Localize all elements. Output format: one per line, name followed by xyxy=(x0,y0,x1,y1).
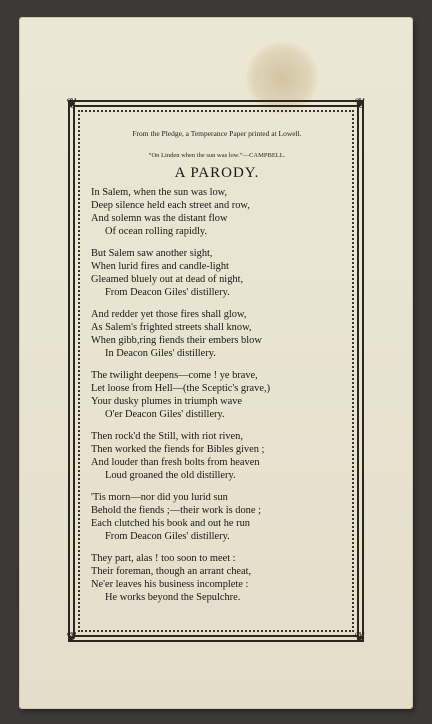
poem-line: From Deacon Giles' distillery. xyxy=(105,287,230,298)
stanza xyxy=(91,186,343,238)
stanza xyxy=(91,430,343,482)
poem-line: He works beyond the Sepulchre. xyxy=(105,592,241,603)
poem-line: And solemn was the distant flow xyxy=(91,213,228,224)
poem-line: As Salem's frighted streets shall know, xyxy=(91,322,252,333)
stanza xyxy=(91,491,343,543)
stanza xyxy=(91,247,343,299)
poem-line: Deep silence held each street and row, xyxy=(91,200,250,211)
poem-line: And redder yet those fires shall glow, xyxy=(91,309,247,320)
poem-line: Gleamed bluely out at dead of night, xyxy=(91,274,244,285)
poem-line: They part, alas ! too soon to meet : xyxy=(91,553,236,564)
source-note: From the Pledge, a Temperance Paper printed at Lowell. xyxy=(132,129,302,138)
poem-line: Ne'er leaves his business incomplete : xyxy=(91,579,249,590)
poem-line: But Salem saw another sight, xyxy=(91,248,213,259)
poem-body xyxy=(91,186,343,604)
corner-ornament-icon: ❦ ❦ xyxy=(354,96,366,112)
ornamental-border xyxy=(66,96,366,646)
poem-line: Then worked the fiends for Bibles given ; xyxy=(91,444,265,455)
poem-line: Loud groaned the old distillery. xyxy=(105,470,236,481)
corner-ornament-icon: ❦ xyxy=(66,630,78,646)
poem-line: In Deacon Giles' distillery. xyxy=(105,348,216,359)
poem-line: Of ocean rolling rapidly. xyxy=(105,226,208,237)
poem-line: Let loose from Hell—(the Sceptic's grave,) xyxy=(91,383,271,394)
poem-line: Behold the fiends ;—their work is done ; xyxy=(91,505,261,516)
poem-line: Then rock'd the Still, with riot riven, xyxy=(91,431,243,442)
poem-line: Each clutched his book and out he run xyxy=(91,518,250,529)
poem-line: In Salem, when the sun was low, xyxy=(91,187,228,198)
poem-line: From Deacon Giles' distillery. xyxy=(105,531,230,542)
poem-title: A PARODY. xyxy=(174,165,260,181)
poem-line: When lurid fires and candle-light xyxy=(91,261,229,272)
stanza xyxy=(91,308,343,360)
stanza xyxy=(91,369,343,421)
poem-line: The twilight deepens—come ! ye brave, xyxy=(91,370,258,381)
epigraph: “On Linden when the sun was low.”—CAMPBELL. xyxy=(148,152,286,159)
stanza xyxy=(91,552,343,604)
poem-line: And louder than fresh bolts from heaven xyxy=(91,457,260,468)
poem-line: O'er Deacon Giles' distillery. xyxy=(105,409,225,420)
poem-line: Their foreman, though an arrant cheat, xyxy=(91,566,252,577)
poem-line: 'Tis morn—nor did you lurid sun xyxy=(91,492,228,503)
poem-line: Your dusky plumes in triumph wave xyxy=(91,396,243,407)
poem-line: When gibb,ring fiends their embers blow xyxy=(91,335,262,346)
